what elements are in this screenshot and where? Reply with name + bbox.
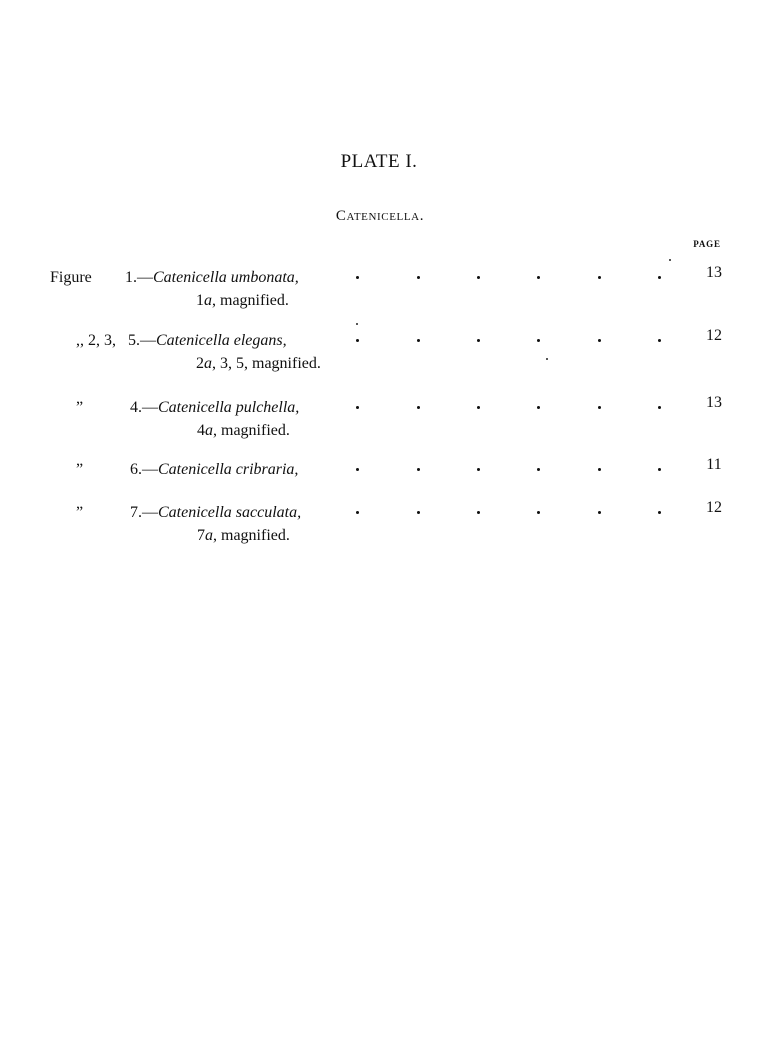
species-name: Catenicella sacculata,: [158, 504, 302, 521]
figure-detail: [196, 352, 321, 375]
leader-dot: [417, 276, 420, 279]
leader-dot: [356, 511, 359, 514]
leader-dot: [598, 406, 601, 409]
leader-dot: [598, 511, 601, 514]
leader-dot: [417, 511, 420, 514]
figure-number: 4.—: [130, 399, 158, 416]
figure-number: 6.—: [130, 461, 158, 478]
page-number: 12: [706, 499, 722, 516]
dot-leader: [352, 501, 672, 524]
leader-dot: [658, 511, 661, 514]
print-speck: [669, 259, 671, 261]
leader-dot: [356, 276, 359, 279]
leader-dot: [417, 339, 420, 342]
leader-dot: [537, 511, 540, 514]
leader-dot: [598, 339, 601, 342]
figure-number: 1.—: [125, 269, 153, 286]
detail-prefix: 2: [196, 355, 204, 372]
leader-dot: [477, 276, 480, 279]
figure-caption: [125, 266, 299, 289]
figure-caption: [130, 501, 301, 524]
figure-caption: [128, 329, 287, 352]
figure-number: 5.—: [128, 332, 156, 349]
leader-dot: [537, 468, 540, 471]
detail-prefix: 1: [196, 292, 204, 309]
page-number: 13: [706, 394, 722, 411]
dot-leader: [352, 396, 672, 419]
leader-dot: [537, 276, 540, 279]
leader-dot: [356, 468, 359, 471]
leader-dot: [477, 468, 480, 471]
leader-dot: [537, 339, 540, 342]
figure-detail: [197, 419, 290, 442]
species-name: Catenicella cribraria,: [158, 461, 299, 478]
leader-dot: [658, 276, 661, 279]
species-name: Catenicella umbonata,: [153, 269, 299, 286]
leader-dot: [417, 406, 420, 409]
figure-caption: [130, 396, 299, 419]
figure-label: ”: [76, 504, 84, 521]
dot-leader: [352, 266, 672, 289]
page-column-header: PAGE: [693, 239, 721, 249]
species-name: Catenicella pulchella,: [158, 399, 300, 416]
species-name: Catenicella elegans,: [156, 332, 287, 349]
detail-suffix: , 3, 5, magnified.: [212, 355, 321, 372]
leader-dot: [598, 468, 601, 471]
figure-number: 7.—: [130, 504, 158, 521]
page-number: 12: [706, 327, 722, 344]
page-number: 11: [706, 456, 722, 473]
dot-leader: [352, 329, 672, 352]
leader-dot: [537, 406, 540, 409]
detail-italic: a: [204, 355, 212, 372]
leader-dot: [658, 339, 661, 342]
dot-leader: [352, 458, 672, 481]
plate-title: PLATE I.: [340, 151, 418, 172]
figure-label: ”: [76, 461, 84, 478]
leader-dot: [356, 339, 359, 342]
figure-detail: [197, 524, 290, 547]
detail-italic: a: [205, 422, 213, 439]
figure-label: ,, 2, 3,: [76, 332, 116, 349]
detail-prefix: 7: [197, 527, 205, 544]
figure-label: Figure: [50, 269, 92, 286]
print-speck: [356, 323, 358, 325]
figure-label: ”: [76, 399, 84, 416]
leader-dot: [658, 406, 661, 409]
detail-prefix: 4: [197, 422, 205, 439]
figure-caption: [130, 458, 298, 481]
leader-dot: [477, 339, 480, 342]
detail-italic: a: [205, 527, 213, 544]
detail-suffix: , magnified.: [213, 422, 290, 439]
leader-dot: [477, 406, 480, 409]
figure-detail: [196, 289, 289, 312]
detail-italic: a: [204, 292, 212, 309]
leader-dot: [417, 468, 420, 471]
page-number: 13: [706, 264, 722, 281]
leader-dot: [356, 406, 359, 409]
leader-dot: [598, 276, 601, 279]
detail-suffix: , magnified.: [212, 292, 289, 309]
leader-dot: [477, 511, 480, 514]
detail-suffix: , magnified.: [213, 527, 290, 544]
leader-dot: [658, 468, 661, 471]
print-speck: [546, 358, 548, 360]
section-title: Catenicella.: [335, 208, 425, 224]
